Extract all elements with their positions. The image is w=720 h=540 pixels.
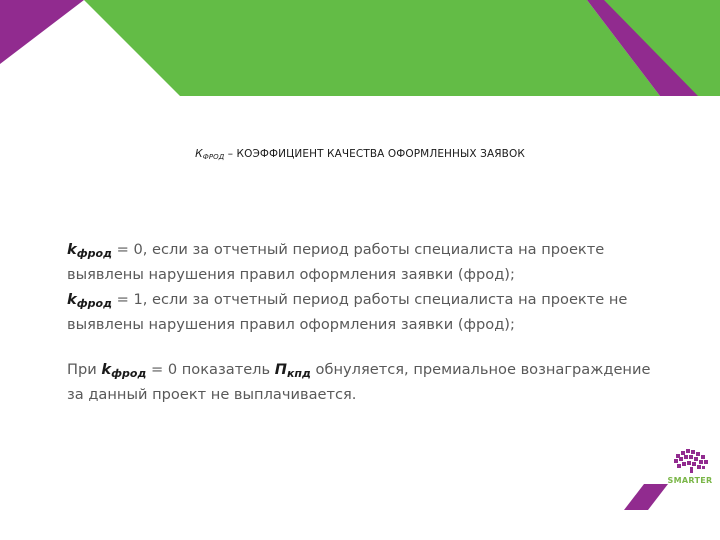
k-symbol: k <box>67 291 77 308</box>
definition-zero <box>67 237 657 287</box>
definition-zero-text: = 0, если за отчетный период работы специалиста на проекте выявлены нарушения правил оформления заявки (фрод); <box>67 241 605 283</box>
p-subscript: кпд <box>286 367 311 380</box>
header-purple-triangle-left <box>0 0 84 64</box>
k-symbol: k <box>67 241 77 258</box>
p-symbol: П <box>274 361 287 378</box>
k-symbol: k <box>101 361 112 378</box>
header-green-band <box>84 0 660 96</box>
k-subscript: фрод <box>76 297 112 310</box>
logo-text: SMARTER <box>667 476 713 485</box>
k-subscript: фрод <box>111 367 147 380</box>
title-symbol: К <box>195 148 203 160</box>
definition-one-text: = 1, если за отчетный период работы специалиста на проекте не выявлены нарушения правил оформления заявки (фрод); <box>67 291 628 333</box>
note-suffix: обнуляется, премиальное вознаграждение за данный проект не выплачивается. <box>67 361 651 403</box>
slide-body <box>67 237 657 407</box>
definition-one <box>67 287 657 337</box>
brain-icon <box>666 448 712 476</box>
slide-title <box>0 148 720 161</box>
note-paragraph <box>67 357 657 407</box>
note-middle: = 0 показатель <box>146 361 275 378</box>
header-band <box>0 0 720 96</box>
title-subscript: ФРОД <box>202 153 225 161</box>
note-prefix: При <box>67 361 102 378</box>
k-subscript: фрод <box>76 247 112 260</box>
title-text: – КОЭФФИЦИЕНТ КАЧЕСТВА ОФОРМЛЕННЫХ ЗАЯВОК <box>224 148 525 160</box>
smarter-logo <box>624 448 716 512</box>
logo-stripe <box>624 484 694 510</box>
